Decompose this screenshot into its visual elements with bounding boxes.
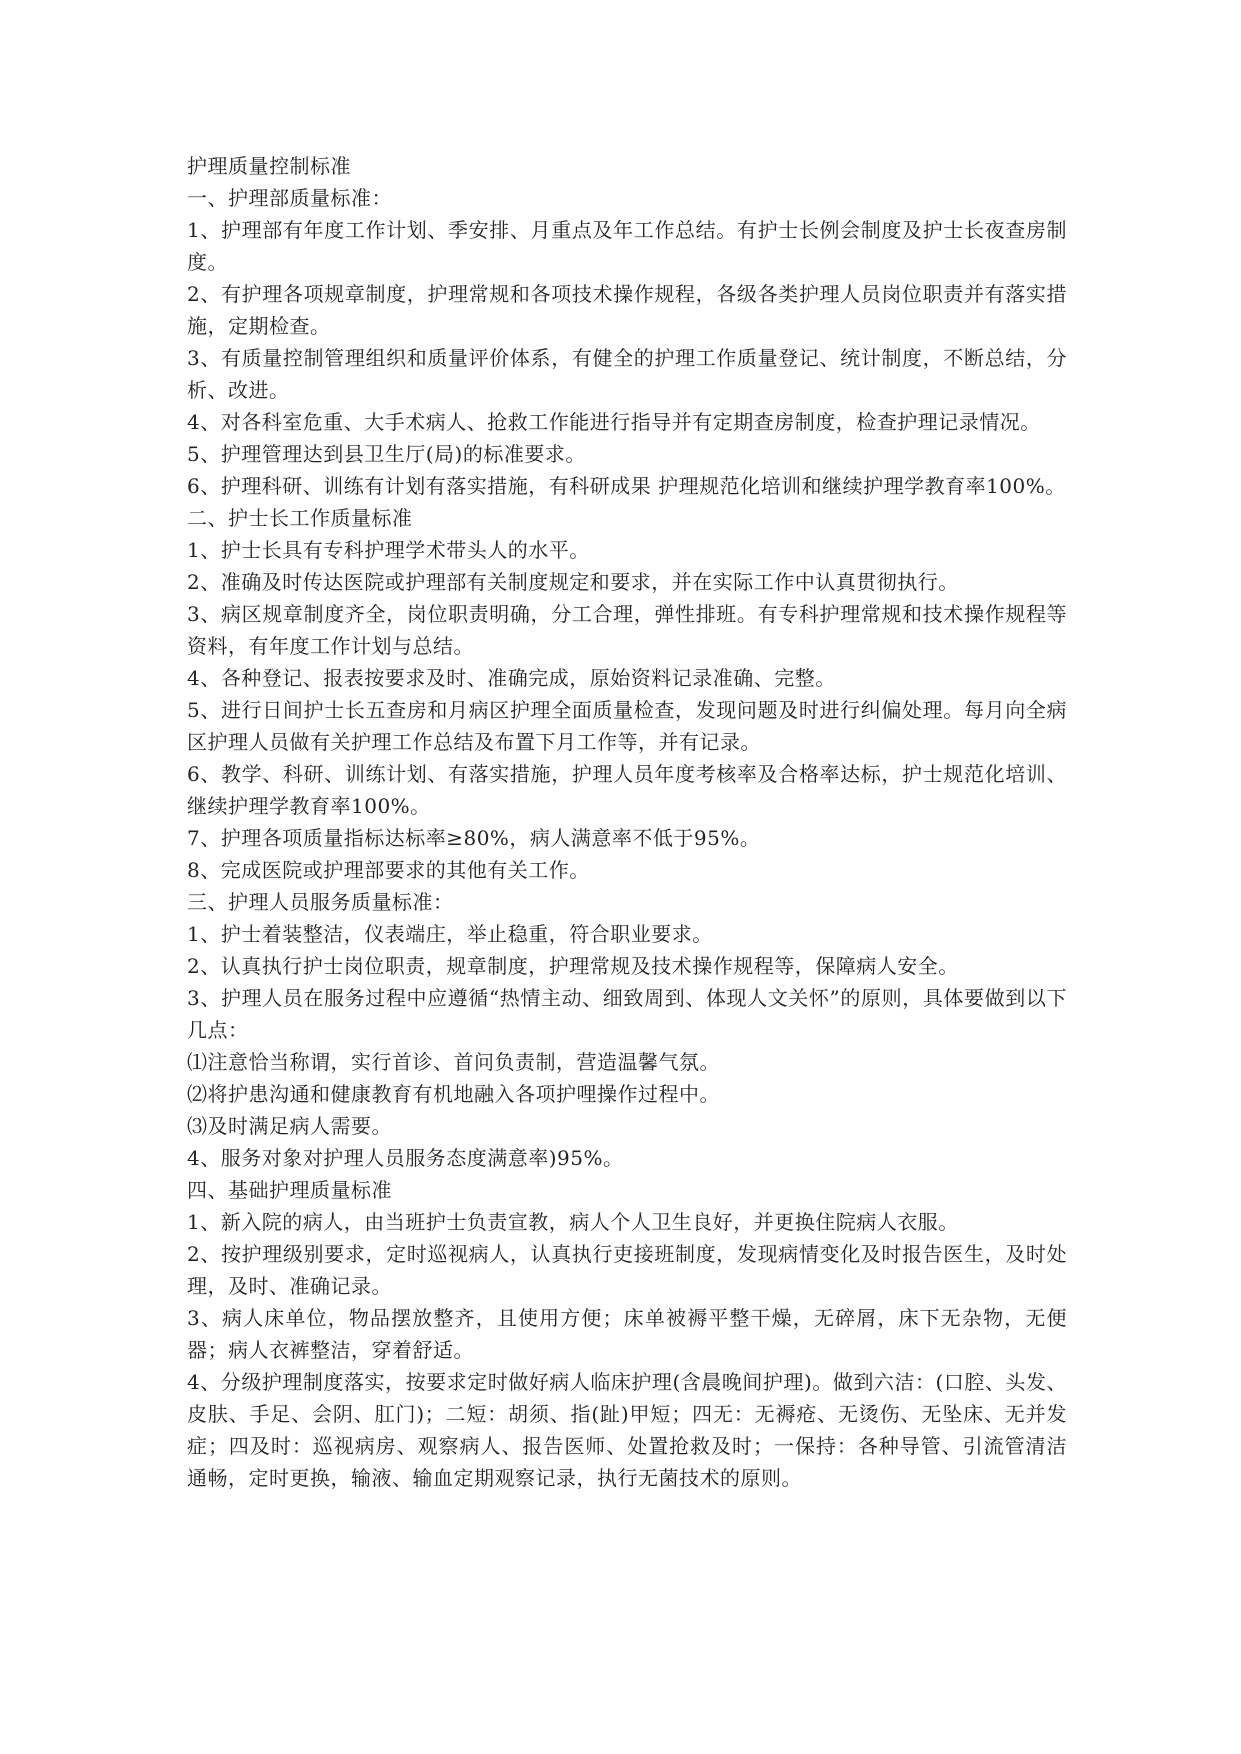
list-item: 2、有护理各项规章制度，护理常规和各项技术操作规程，各级各类护理人员岗位职责并有落实措施，定期检查。: [187, 282, 1067, 338]
list-item: 8、完成医院或护理部要求的其他有关工作。: [187, 858, 590, 882]
list-item: ⑴注意恰当称谓，实行首诊、首问负责制，营造温馨气氛。: [187, 1050, 720, 1074]
document-lines: [187, 182, 1067, 1494]
list-item: 3、护理人员在服务过程中应遵循“热情主动、细致周到、体现人文关怀”的原则，具体要做到以下几点：: [187, 986, 1067, 1042]
list-item: ⑶及时满足病人需要。: [187, 1114, 392, 1138]
section-heading: 三、护理人员服务质量标准：: [187, 890, 454, 914]
list-item: 6、护理科研、训练有计划有落实措施，有科研成果 护理规范化培训和继续护理学教育率100%。: [187, 474, 1066, 498]
list-item: 2、认真执行护士岗位职责，规章制度，护理常规及技术操作规程等，保障病人安全。: [187, 954, 959, 978]
list-item: 1、护士长具有专科护理学术带头人的水平。: [187, 538, 590, 562]
document-body: [187, 150, 1067, 1494]
list-item: 7、护理各项质量指标达标率≥80%，病人满意率不低于95%。: [187, 826, 761, 850]
list-item: 4、服务对象对护理人员服务态度满意率)95%。: [187, 1146, 624, 1170]
section-heading: 四、基础护理质量标准: [187, 1178, 392, 1202]
list-item: 1、护理部有年度工作计划、季安排、月重点及年工作总结。有护士长例会制度及护士长夜查房制度。: [187, 218, 1067, 274]
list-item: 5、护理管理达到县卫生厅(局)的标准要求。: [187, 442, 586, 466]
list-item: 4、各种登记、报表按要求及时、准确完成，原始资料记录准确、完整。: [187, 666, 836, 690]
list-item: 3、病人床单位，物品摆放整齐，且使用方便；床单被褥平整干燥，无碎屑，床下无杂物，无便器；病人衣裤整洁，穿着舒适。: [187, 1306, 1067, 1362]
list-item: 5、进行日间护士长五查房和月病区护理全面质量检查，发现问题及时进行纠偏处理。每月向全病区护理人员做有关护理工作总结及布置下月工作等，并有记录。: [187, 698, 1067, 754]
list-item: 6、教学、科研、训练计划、有落实措施，护理人员年度考核率及合格率达标，护士规范化培训、继续护理学教育率100%。: [187, 762, 1067, 818]
section-heading: 一、护理部质量标准：: [187, 186, 392, 210]
list-item: ⑵将护患沟通和健康教育有机地融入各项护哩操作过程中。: [187, 1082, 720, 1106]
list-item: 4、分级护理制度落实，按要求定时做好病人临床护理(含晨晚间护理)。做到六洁：(口腔、头发、皮肤、手足、会阴、肛门)；二短：胡须、指(趾)甲短；四无：无褥疮、无烫伤、无坠床、无并发症；四及时：巡视病房、观察病人、报告医师、处置抢救及时；一保持：各种导管、引流管清洁通畅，定时更换，输液、输血定期观察记录，执行无菌技术的原则。: [187, 1370, 1067, 1490]
section-heading: 二、护士长工作质量标准: [187, 506, 413, 530]
list-item: 2、准确及时传达医院或护理部有关制度规定和要求，并在实际工作中认真贯彻执行。: [187, 570, 959, 594]
list-item: 1、新入院的病人，由当班护士负责宣教，病人个人卫生良好，并更换住院病人衣服。: [187, 1210, 959, 1234]
list-item: 2、按护理级别要求，定时巡视病人，认真执行吏接班制度，发现病情变化及时报告医生，及时处理，及时、准确记录。: [187, 1242, 1067, 1298]
list-item: 3、有质量控制管理组织和质量评价体系，有健全的护理工作质量登记、统计制度，不断总结，分析、改进。: [187, 346, 1067, 402]
document-title: 护理质量控制标准: [187, 154, 351, 178]
list-item: 1、护士着装整洁，仪表端庄，举止稳重，符合职业要求。: [187, 922, 713, 946]
list-item: 4、对各科室危重、大手术病人、抢救工作能进行指导并有定期查房制度，检查护理记录情况。: [187, 410, 1041, 434]
list-item: 3、病区规章制度齐全，岗位职责明确，分工合理，弹性排班。有专科护理常规和技术操作规程等资料，有年度工作计划与总结。: [187, 602, 1067, 658]
